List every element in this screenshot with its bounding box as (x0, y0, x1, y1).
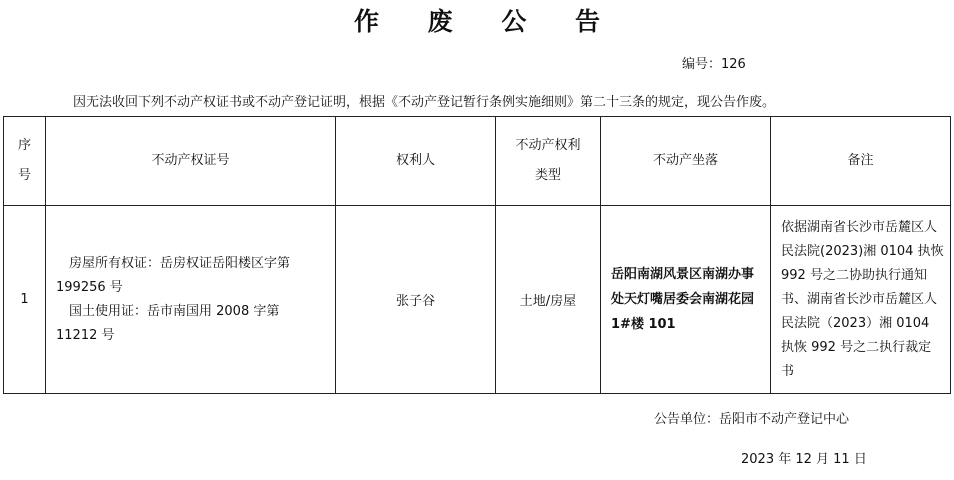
header-seq-line2: 号 (17, 168, 31, 183)
header-location: 不动产坐落 (601, 117, 771, 206)
notice-table (3, 116, 951, 394)
header-right-type (496, 117, 601, 206)
table-header-row (4, 117, 951, 206)
issue-date: 2023 年 12 月 11 日 (741, 452, 867, 467)
table-row (4, 206, 951, 394)
cell-cert-no (46, 206, 336, 394)
header-seq-line1: 序 (17, 138, 31, 153)
notice-title: 作 废 公 告 (353, 7, 621, 36)
header-right-type-line2: 类型 (534, 168, 561, 183)
cell-seq: 1 (4, 206, 46, 394)
cell-remark: 依据湖南省长沙市岳麓区人民法院(2023)湘 0104 执恢 992 号之二协助执行通知书、湖南省长沙市岳麓区人民法院（2023）湘 0104 执恢 992 号之二执行裁定书 (771, 206, 951, 394)
header-seq (4, 117, 46, 206)
cell-right-type: 土地/房屋 (496, 206, 601, 394)
cert-line-land-2: 11212 号 (56, 327, 115, 343)
document-number: 编号：126 (682, 57, 746, 72)
header-cert-no: 不动产权证号 (46, 117, 336, 206)
cert-line-house-2: 199256 号 (56, 279, 123, 295)
header-right-type-line1: 不动产权利 (515, 138, 581, 153)
cell-owner: 张子谷 (336, 206, 496, 394)
cert-line-land-1: 国土使用证：岳市南国用 2008 字第 (69, 303, 280, 319)
issuing-unit: 公告单位：岳阳市不动产登记中心 (654, 412, 850, 427)
header-owner: 权利人 (336, 117, 496, 206)
header-remark: 备注 (771, 117, 951, 206)
intro-paragraph: 因无法收回下列不动产权证书或不动产登记证明，根据《不动产登记暂行条例实施细则》第二十三条的规定，现公告作废。 (73, 95, 776, 110)
cert-line-house-1: 房屋所有权证：岳房权证岳阳楼区字第 (69, 255, 291, 271)
cell-location: 岳阳南湖风景区南湖办事处天灯嘴居委会南湖花园 1#楼 101 (601, 206, 771, 394)
